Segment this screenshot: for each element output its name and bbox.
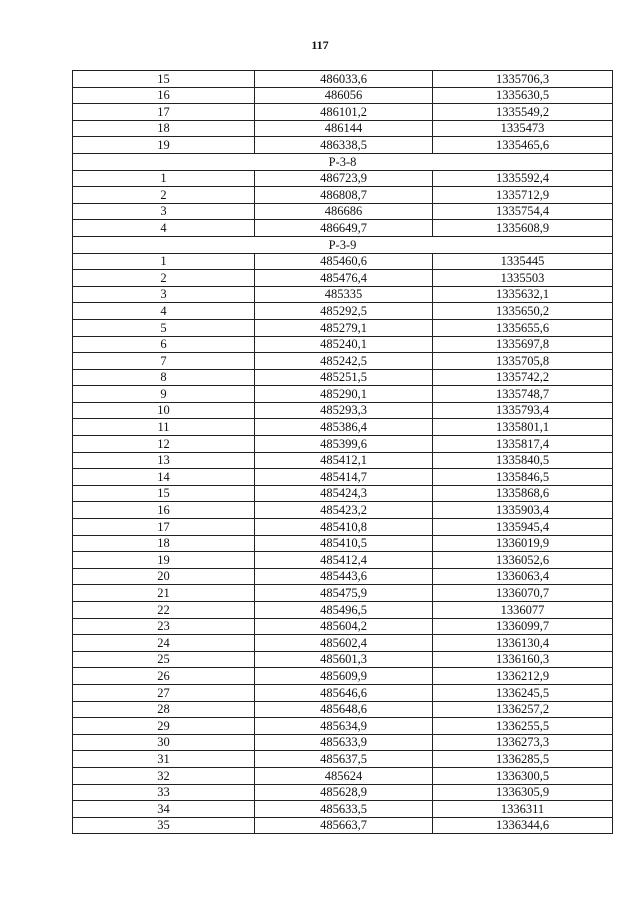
y-coordinate-cell: 1335650,2 <box>433 303 613 320</box>
x-coordinate-cell: 486056 <box>255 87 433 104</box>
x-coordinate-cell: 485410,5 <box>255 535 433 552</box>
y-coordinate-cell: 1335608,9 <box>433 220 613 237</box>
x-coordinate-cell: 485279,1 <box>255 319 433 336</box>
x-coordinate-cell: 485648,6 <box>255 701 433 718</box>
x-coordinate-cell: 486723,9 <box>255 170 433 187</box>
point-number-cell: 1 <box>73 170 255 187</box>
x-coordinate-cell: 485637,5 <box>255 751 433 768</box>
table-row <box>73 203 613 220</box>
point-number-cell: 34 <box>73 801 255 818</box>
y-coordinate-cell: 1336245,5 <box>433 684 613 701</box>
point-number-cell: 2 <box>73 270 255 287</box>
point-number-cell: 18 <box>73 120 255 137</box>
x-coordinate-cell: 485476,4 <box>255 270 433 287</box>
y-coordinate-cell: 1335801,1 <box>433 419 613 436</box>
point-number-cell: 18 <box>73 535 255 552</box>
x-coordinate-cell: 485460,6 <box>255 253 433 270</box>
y-coordinate-cell: 1335503 <box>433 270 613 287</box>
x-coordinate-cell: 485414,7 <box>255 469 433 486</box>
point-number-cell: 14 <box>73 469 255 486</box>
y-coordinate-cell: 1335793,4 <box>433 402 613 419</box>
point-number-cell: 7 <box>73 353 255 370</box>
y-coordinate-cell: 1335445 <box>433 253 613 270</box>
table-row <box>73 436 613 453</box>
y-coordinate-cell: 1336344,6 <box>433 817 613 834</box>
point-number-cell: 21 <box>73 585 255 602</box>
point-number-cell: 16 <box>73 87 255 104</box>
y-coordinate-cell: 1336285,5 <box>433 751 613 768</box>
x-coordinate-cell: 485633,9 <box>255 734 433 751</box>
point-number-cell: 15 <box>73 485 255 502</box>
table-row <box>73 502 613 519</box>
point-number-cell: 4 <box>73 220 255 237</box>
y-coordinate-cell: 1335632,1 <box>433 286 613 303</box>
y-coordinate-cell: 1335840,5 <box>433 452 613 469</box>
point-number-cell: 5 <box>73 319 255 336</box>
point-number-cell: 25 <box>73 651 255 668</box>
x-coordinate-cell: 485293,3 <box>255 402 433 419</box>
point-number-cell: 20 <box>73 568 255 585</box>
y-coordinate-cell: 1335706,3 <box>433 71 613 88</box>
table-row <box>73 651 613 668</box>
point-number-cell: 24 <box>73 635 255 652</box>
x-coordinate-cell: 485663,7 <box>255 817 433 834</box>
table-row <box>73 386 613 403</box>
x-coordinate-cell: 486808,7 <box>255 187 433 204</box>
point-number-cell: 17 <box>73 104 255 121</box>
x-coordinate-cell: 485628,9 <box>255 784 433 801</box>
table-row <box>73 602 613 619</box>
point-number-cell: 28 <box>73 701 255 718</box>
x-coordinate-cell: 485240,1 <box>255 336 433 353</box>
x-coordinate-cell: 485423,2 <box>255 502 433 519</box>
y-coordinate-cell: 1335630,5 <box>433 87 613 104</box>
point-number-cell: 8 <box>73 369 255 386</box>
table-row <box>73 303 613 320</box>
point-number-cell: 3 <box>73 203 255 220</box>
y-coordinate-cell: 1336077 <box>433 602 613 619</box>
x-coordinate-cell: 485496,5 <box>255 602 433 619</box>
x-coordinate-cell: 486686 <box>255 203 433 220</box>
table-row <box>73 552 613 569</box>
x-coordinate-cell: 486101,2 <box>255 104 433 121</box>
coordinates-table <box>72 70 613 834</box>
y-coordinate-cell: 1335754,4 <box>433 203 613 220</box>
point-number-cell: 16 <box>73 502 255 519</box>
point-number-cell: 1 <box>73 253 255 270</box>
point-number-cell: 19 <box>73 137 255 154</box>
y-coordinate-cell: 1335817,4 <box>433 436 613 453</box>
table-row <box>73 220 613 237</box>
table-row <box>73 801 613 818</box>
y-coordinate-cell: 1336099,7 <box>433 618 613 635</box>
table-row <box>73 419 613 436</box>
table-row <box>73 784 613 801</box>
table-row <box>73 71 613 88</box>
table-row <box>73 402 613 419</box>
point-number-cell: 29 <box>73 718 255 735</box>
x-coordinate-cell: 486649,7 <box>255 220 433 237</box>
y-coordinate-cell: 1335945,4 <box>433 519 613 536</box>
point-number-cell: 26 <box>73 668 255 685</box>
y-coordinate-cell: 1335748,7 <box>433 386 613 403</box>
table-row <box>73 734 613 751</box>
table-row <box>73 187 613 204</box>
table-row <box>73 369 613 386</box>
point-number-cell: 12 <box>73 436 255 453</box>
table-row <box>73 319 613 336</box>
x-coordinate-cell: 485634,9 <box>255 718 433 735</box>
y-coordinate-cell: 1336305,9 <box>433 784 613 801</box>
y-coordinate-cell: 1336273,3 <box>433 734 613 751</box>
point-number-cell: 27 <box>73 684 255 701</box>
x-coordinate-cell: 485443,6 <box>255 568 433 585</box>
point-number-cell: 11 <box>73 419 255 436</box>
x-coordinate-cell: 486338,5 <box>255 137 433 154</box>
point-number-cell: 23 <box>73 618 255 635</box>
table-row <box>73 568 613 585</box>
x-coordinate-cell: 485335 <box>255 286 433 303</box>
y-coordinate-cell: 1335903,4 <box>433 502 613 519</box>
point-number-cell: 6 <box>73 336 255 353</box>
x-coordinate-cell: 485292,5 <box>255 303 433 320</box>
y-coordinate-cell: 1336300,5 <box>433 767 613 784</box>
table-row <box>73 353 613 370</box>
table-row <box>73 170 613 187</box>
x-coordinate-cell: 485633,5 <box>255 801 433 818</box>
table-row <box>73 87 613 104</box>
x-coordinate-cell: 485242,5 <box>255 353 433 370</box>
y-coordinate-cell: 1335655,6 <box>433 319 613 336</box>
y-coordinate-cell: 1335465,6 <box>433 137 613 154</box>
x-coordinate-cell: 485386,4 <box>255 419 433 436</box>
coordinates-table-body <box>73 71 613 834</box>
table-row <box>73 469 613 486</box>
x-coordinate-cell: 485646,6 <box>255 684 433 701</box>
table-row <box>73 104 613 121</box>
table-row <box>73 701 613 718</box>
x-coordinate-cell: 485412,1 <box>255 452 433 469</box>
y-coordinate-cell: 1335697,8 <box>433 336 613 353</box>
x-coordinate-cell: 485410,8 <box>255 519 433 536</box>
table-row <box>73 452 613 469</box>
y-coordinate-cell: 1335868,6 <box>433 485 613 502</box>
point-number-cell: 30 <box>73 734 255 751</box>
table-row <box>73 336 613 353</box>
x-coordinate-cell: 485251,5 <box>255 369 433 386</box>
section-header-row <box>73 236 613 253</box>
x-coordinate-cell: 485412,4 <box>255 552 433 569</box>
x-coordinate-cell: 485624 <box>255 767 433 784</box>
y-coordinate-cell: 1335473 <box>433 120 613 137</box>
point-number-cell: 32 <box>73 767 255 784</box>
point-number-cell: 33 <box>73 784 255 801</box>
y-coordinate-cell: 1335592,4 <box>433 170 613 187</box>
point-number-cell: 9 <box>73 386 255 403</box>
x-coordinate-cell: 486144 <box>255 120 433 137</box>
point-number-cell: 19 <box>73 552 255 569</box>
section-title: Р-3-8 <box>73 153 613 170</box>
table-row <box>73 286 613 303</box>
y-coordinate-cell: 1335705,8 <box>433 353 613 370</box>
table-row <box>73 751 613 768</box>
x-coordinate-cell: 485424,3 <box>255 485 433 502</box>
point-number-cell: 2 <box>73 187 255 204</box>
y-coordinate-cell: 1336311 <box>433 801 613 818</box>
y-coordinate-cell: 1336052,6 <box>433 552 613 569</box>
x-coordinate-cell: 485604,2 <box>255 618 433 635</box>
table-row <box>73 585 613 602</box>
x-coordinate-cell: 485601,3 <box>255 651 433 668</box>
table-row <box>73 718 613 735</box>
y-coordinate-cell: 1336212,9 <box>433 668 613 685</box>
table-row <box>73 767 613 784</box>
table-row <box>73 270 613 287</box>
point-number-cell: 31 <box>73 751 255 768</box>
x-coordinate-cell: 485290,1 <box>255 386 433 403</box>
x-coordinate-cell: 485399,6 <box>255 436 433 453</box>
table-row <box>73 684 613 701</box>
page-number: 117 <box>311 38 329 52</box>
section-title: Р-3-9 <box>73 236 613 253</box>
y-coordinate-cell: 1335712,9 <box>433 187 613 204</box>
table-row <box>73 519 613 536</box>
y-coordinate-cell: 1336070,7 <box>433 585 613 602</box>
section-header-row <box>73 153 613 170</box>
point-number-cell: 17 <box>73 519 255 536</box>
y-coordinate-cell: 1336130,4 <box>433 635 613 652</box>
y-coordinate-cell: 1335549,2 <box>433 104 613 121</box>
y-coordinate-cell: 1336160,3 <box>433 651 613 668</box>
point-number-cell: 3 <box>73 286 255 303</box>
y-coordinate-cell: 1336063,4 <box>433 568 613 585</box>
x-coordinate-cell: 485475,9 <box>255 585 433 602</box>
x-coordinate-cell: 485609,9 <box>255 668 433 685</box>
y-coordinate-cell: 1335846,5 <box>433 469 613 486</box>
table-row <box>73 253 613 270</box>
point-number-cell: 4 <box>73 303 255 320</box>
x-coordinate-cell: 486033,6 <box>255 71 433 88</box>
y-coordinate-cell: 1335742,2 <box>433 369 613 386</box>
y-coordinate-cell: 1336255,5 <box>433 718 613 735</box>
y-coordinate-cell: 1336257,2 <box>433 701 613 718</box>
table-row <box>73 817 613 834</box>
table-row <box>73 668 613 685</box>
y-coordinate-cell: 1336019,9 <box>433 535 613 552</box>
point-number-cell: 35 <box>73 817 255 834</box>
table-row <box>73 635 613 652</box>
table-row <box>73 137 613 154</box>
table-row <box>73 618 613 635</box>
table-row <box>73 485 613 502</box>
x-coordinate-cell: 485602,4 <box>255 635 433 652</box>
table-row <box>73 120 613 137</box>
point-number-cell: 10 <box>73 402 255 419</box>
point-number-cell: 13 <box>73 452 255 469</box>
point-number-cell: 15 <box>73 71 255 88</box>
table-row <box>73 535 613 552</box>
point-number-cell: 22 <box>73 602 255 619</box>
